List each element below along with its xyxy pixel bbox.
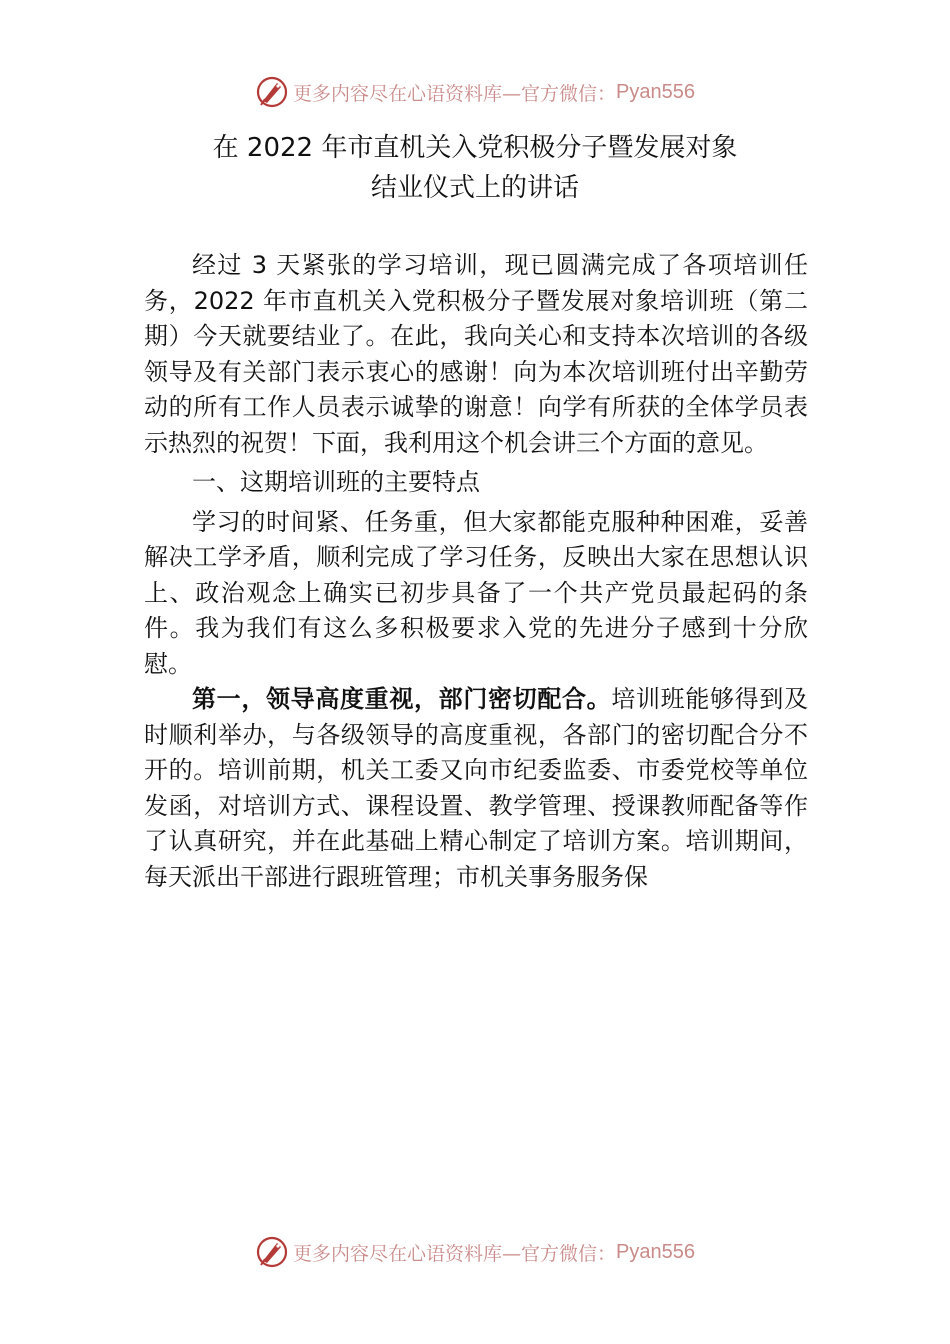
title-line-1: 在 2022 年市直机关入党积极分子暨发展对象 <box>212 133 738 163</box>
paragraph-features: 学习的时间紧、任务重，但大家都能克服种种困难，妥善解决工学矛盾，顺利完成了学习任务，反映出大家在思想认识上、政治观念上确实已初步具备了一个共产党员最起码的条件。我为我们有这么多积极要求入党的先进分子感到十分欣慰。 <box>144 507 808 678</box>
paragraph-point-1 <box>144 682 808 895</box>
pen-nib-logo-icon <box>255 75 289 109</box>
document-body <box>144 248 808 895</box>
watermark-text: 更多内容尽在心语资料库—官方微信： <box>293 1242 617 1265</box>
watermark-footer <box>0 1232 950 1272</box>
point-1-body: 培训班能够得到及时顺利举办，与各级领导的高度重视，各部门的密切配合分不开的。培训前期，机关工委又向市纪委监委、市委党校等单位发函，对培训方式、课程设置、教学管理、授课教师配备等作了认真研究，并在此基础上精心制定了培训方案。培训期间，每天派出干部进行跟班管理；市机关事务服务保 <box>144 685 809 891</box>
paragraph-intro: 经过 3 天紧张的学习培训，现已圆满完成了各项培训任务，2022 年市直机关入党积极分子暨发展对象培训班（第二期）今天就要结业了。在此，我向关心和支持本次培训的各级领导及有关部门表示衷心的感谢！向为本次培训班付出辛勤劳动的所有工作人员表示诚挚的谢意！向学有所获的全体学员表示热烈的祝贺！下面，我利用这个机会讲三个方面的意见。 <box>144 251 808 457</box>
point-1-lead: 第一，领导高度重视，部门密切配合。 <box>192 685 612 713</box>
document-title <box>0 128 950 208</box>
watermark-wechat-id: Pyan556 <box>616 1240 695 1263</box>
pen-nib-logo-icon <box>255 1235 289 1269</box>
watermark-wechat-id: Pyan556 <box>616 80 695 103</box>
title-line-2: 结业仪式上的讲话 <box>370 173 579 203</box>
section-heading-1: 一、这期培训班的主要特点 <box>192 468 480 496</box>
watermark-header <box>0 72 950 112</box>
watermark-text: 更多内容尽在心语资料库—官方微信： <box>293 82 617 105</box>
